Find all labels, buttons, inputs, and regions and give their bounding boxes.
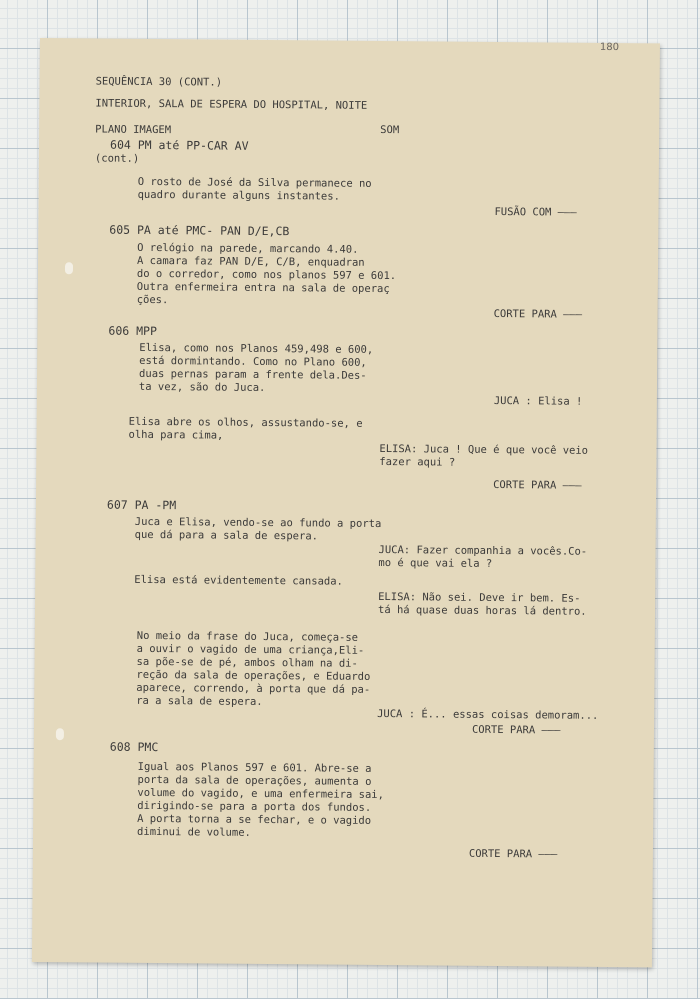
shot-607-text: aparece, correndo, à porta que dá pa- <box>136 681 371 696</box>
shot-608-label: 608 PMC <box>109 739 159 755</box>
shot-607-text: reção da sala de operações, e Eduardo <box>136 668 371 683</box>
shot-608-text: volume do vagido, e uma enfermeira sai, <box>137 786 385 802</box>
shot-608-text: porta da sala de operações, aumenta o <box>137 773 372 788</box>
shot-608-text: diminui de volume. <box>137 825 251 839</box>
shot-604-label: 604 PM até PP-CAR AV <box>110 137 249 153</box>
shot-607-text: No meio da frase do Juca, começa-se <box>136 629 359 644</box>
shot-607-text: Juca e Elisa, vendo-se ao fundo a porta <box>134 515 382 530</box>
shot-607-sound: JUCA: Fazer companhia a vocês.Co- <box>378 543 588 558</box>
page-number: 180 <box>599 41 620 54</box>
shot-606-sound: JUCA : Elisa ! <box>493 394 583 408</box>
shot-607-sound: mo é que vai ela ? <box>378 556 493 570</box>
shot-607-text: Elisa está evidentemente cansada. <box>134 573 343 588</box>
shot-604-transition: FUSÃO COM ——— <box>494 205 577 219</box>
column-header-image: PLANO IMAGEM <box>95 123 172 137</box>
shot-606-label: 606 MPP <box>108 323 157 339</box>
shot-606-action: Elisa abre os olhos, assustando-se, e <box>128 415 363 430</box>
script-page <box>32 38 660 967</box>
shot-606-text: está dormintando. Como no Plano 600, <box>139 354 367 369</box>
shot-605-text: ções. <box>136 293 169 307</box>
shot-607-text: a ouvir o vagido de uma criança,Eli- <box>136 642 365 657</box>
shot-607-label: 607 PA -PM <box>106 497 177 513</box>
shot-607-sound: JUCA : É... essas coisas demoram... <box>377 707 599 722</box>
punch-hole-bottom <box>56 728 64 740</box>
shot-608-text: dirigindo-se para a porta dos fundos. <box>137 799 372 814</box>
shot-607-transition: CORTE PARA ——— <box>471 723 561 737</box>
shot-604-cont: (cont.) <box>94 152 140 165</box>
shot-607-text: que dá para a sala de espera. <box>134 528 319 543</box>
shot-608-transition: CORTE PARA ——— <box>468 847 558 861</box>
shot-605-label: 605 PA até PMC- PAN D/E,CB <box>109 222 290 239</box>
shot-608-text: A porta torna a se fechar, e o vagido <box>137 812 372 827</box>
shot-604-text: quadro durante alguns instantes. <box>137 188 340 203</box>
shot-608-text: Igual aos Planos 597 e 601. Abre-se a <box>137 760 372 775</box>
shot-606-text: duas pernas param a frente dela.Des- <box>139 367 367 382</box>
shot-606-text: Elisa, como nos Planos 459,498 e 600, <box>139 341 374 356</box>
shot-604-text: O rosto de José da Silva permanece no <box>137 175 372 190</box>
shot-605-text: A camara faz PAN D/E, C/B, enquadran <box>137 254 365 269</box>
shot-605-text: O relógio na parede, marcando 4.40. <box>137 241 359 256</box>
scene-heading: INTERIOR, SALA DE ESPERA DO HOSPITAL, NOITE <box>95 97 368 112</box>
punch-hole-top <box>65 262 73 274</box>
shot-605-text: Outra enfermeira entra na sala de operaç <box>136 280 390 296</box>
shot-606-action: olha para cima, <box>128 428 224 442</box>
shot-606-sound: fazer aqui ? <box>379 455 456 469</box>
shot-605-transition: CORTE PARA ——— <box>493 307 583 321</box>
shot-607-text: sa põe-se de pé, ambos olham na di- <box>136 655 358 670</box>
shot-605-text: do o corredor, como nos planos 597 e 601. <box>136 267 397 283</box>
shot-606-text: ta vez, são do Juca. <box>138 380 266 394</box>
shot-606-transition: CORTE PARA ——— <box>493 478 582 492</box>
shot-607-sound: tá há quase duas horas lá dentro. <box>377 603 587 618</box>
column-header-sound: SOM <box>380 123 400 137</box>
shot-607-sound: ELISA: Não sei. Deve ir bem. Es- <box>378 590 581 605</box>
shot-607-text: ra a sala de espera. <box>136 694 263 708</box>
sequence-heading: SEQUÊNCIA 30 (CONT.) <box>95 75 223 89</box>
shot-606-sound: ELISA: Juca ! Que é que você veio <box>379 442 589 457</box>
